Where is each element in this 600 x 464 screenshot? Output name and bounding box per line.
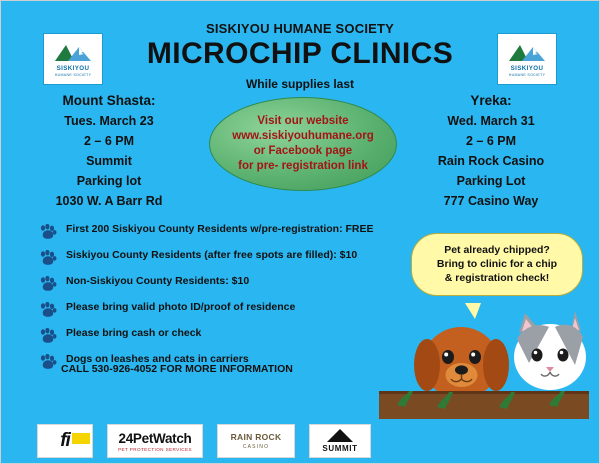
- page-title: MICROCHIP CLINICS: [146, 37, 454, 70]
- logo-name-line1: SISKIYOU: [510, 65, 544, 72]
- logo-name-line2: HUMANE SOCIETY: [508, 73, 546, 77]
- location-yreka: [401, 91, 581, 211]
- sponsor-summit-label: SUMMIT: [322, 444, 358, 453]
- paw-print-icon: [39, 224, 57, 240]
- paw-print-icon: [39, 354, 57, 370]
- paw-print-icon: [39, 302, 57, 318]
- list-item-label: Please bring cash or check: [66, 327, 202, 339]
- bubble-line-1: Pet already chipped?: [444, 244, 550, 256]
- sponsor-rain-rock-tagline: CASINO: [242, 443, 270, 450]
- subtitle: While supplies last: [245, 77, 355, 91]
- list-item-label: Non-Siskiyou County Residents: $10: [66, 275, 250, 287]
- triangle-icon: [327, 429, 353, 442]
- list-item: [39, 327, 429, 344]
- dog-and-cat-illustration: [379, 287, 589, 419]
- list-item-label: Please bring valid photo ID/proof of residence: [66, 301, 296, 313]
- location-mount-shasta: [19, 91, 199, 211]
- location-venue-detail: Parking Lot: [456, 174, 526, 188]
- bubble-line-2: Bring to clinic for a chip: [436, 258, 558, 270]
- list-item: [39, 275, 429, 292]
- list-item: [39, 223, 429, 240]
- list-item-label: First 200 Siskiyou County Residents w/pre-registration: FREE: [66, 223, 374, 235]
- cat-illustration: [514, 311, 586, 390]
- sponsor-rain-rock-label: RAIN ROCK: [230, 431, 282, 442]
- location-city: Mount Shasta:: [62, 93, 156, 108]
- location-venue: Summit: [86, 154, 132, 168]
- website-callout: [209, 97, 397, 191]
- sponsor-fi-label: fi: [60, 430, 70, 451]
- location-city: Yreka:: [470, 93, 512, 108]
- sponsor-fi-logo: [37, 424, 93, 458]
- list-item-label: Siskiyou County Residents (after free spots are filled): $10: [66, 249, 358, 261]
- list-item-label: Dogs on leashes and cats in carriers: [66, 353, 249, 365]
- location-time: 2 – 6 PM: [83, 134, 135, 148]
- sponsor-24petwatch-logo: [107, 424, 203, 458]
- sponsor-24petwatch-label: 24PetWatch: [118, 430, 192, 446]
- callout-line-3: or Facebook page: [253, 145, 353, 157]
- pricing-and-rules-list: [39, 223, 429, 379]
- location-date: Wed. March 31: [447, 114, 535, 128]
- location-address: 777 Casino Way: [443, 194, 539, 208]
- sponsor-24petwatch-tagline: PET PROTECTION SERVICES: [118, 446, 192, 452]
- list-item: [39, 249, 429, 266]
- contact-phone-line: CALL 530-926-4052 FOR MORE INFORMATION: [61, 363, 293, 375]
- bubble-line-3: & registration check!: [444, 272, 550, 284]
- sponsor-summit-logo: [309, 424, 371, 458]
- sponsor-logos-footer: [1, 419, 599, 463]
- logo-name-line1: SISKIYOU: [56, 65, 90, 72]
- paw-print-icon: [39, 250, 57, 266]
- organization-name: SISKIYOU HUMANE SOCIETY: [205, 21, 395, 36]
- sponsor-rain-rock-casino-logo: [217, 424, 295, 458]
- callout-line-1: Visit our website: [257, 115, 349, 127]
- location-address: 1030 W. A Barr Rd: [55, 194, 163, 208]
- website-url[interactable]: www.siskiyouhumane.org: [232, 130, 374, 142]
- paw-print-icon: [39, 328, 57, 344]
- callout-line-4: for pre- registration link: [238, 160, 368, 172]
- paw-print-icon: [39, 276, 57, 292]
- location-date: Tues. March 23: [64, 114, 154, 128]
- location-venue-detail: Parking lot: [76, 174, 142, 188]
- logo-name-line2: HUMANE SOCIETY: [54, 73, 92, 77]
- dog-illustration: [414, 327, 509, 399]
- location-time: 2 – 6 PM: [465, 134, 517, 148]
- location-venue: Rain Rock Casino: [437, 154, 545, 168]
- list-item: [39, 301, 429, 318]
